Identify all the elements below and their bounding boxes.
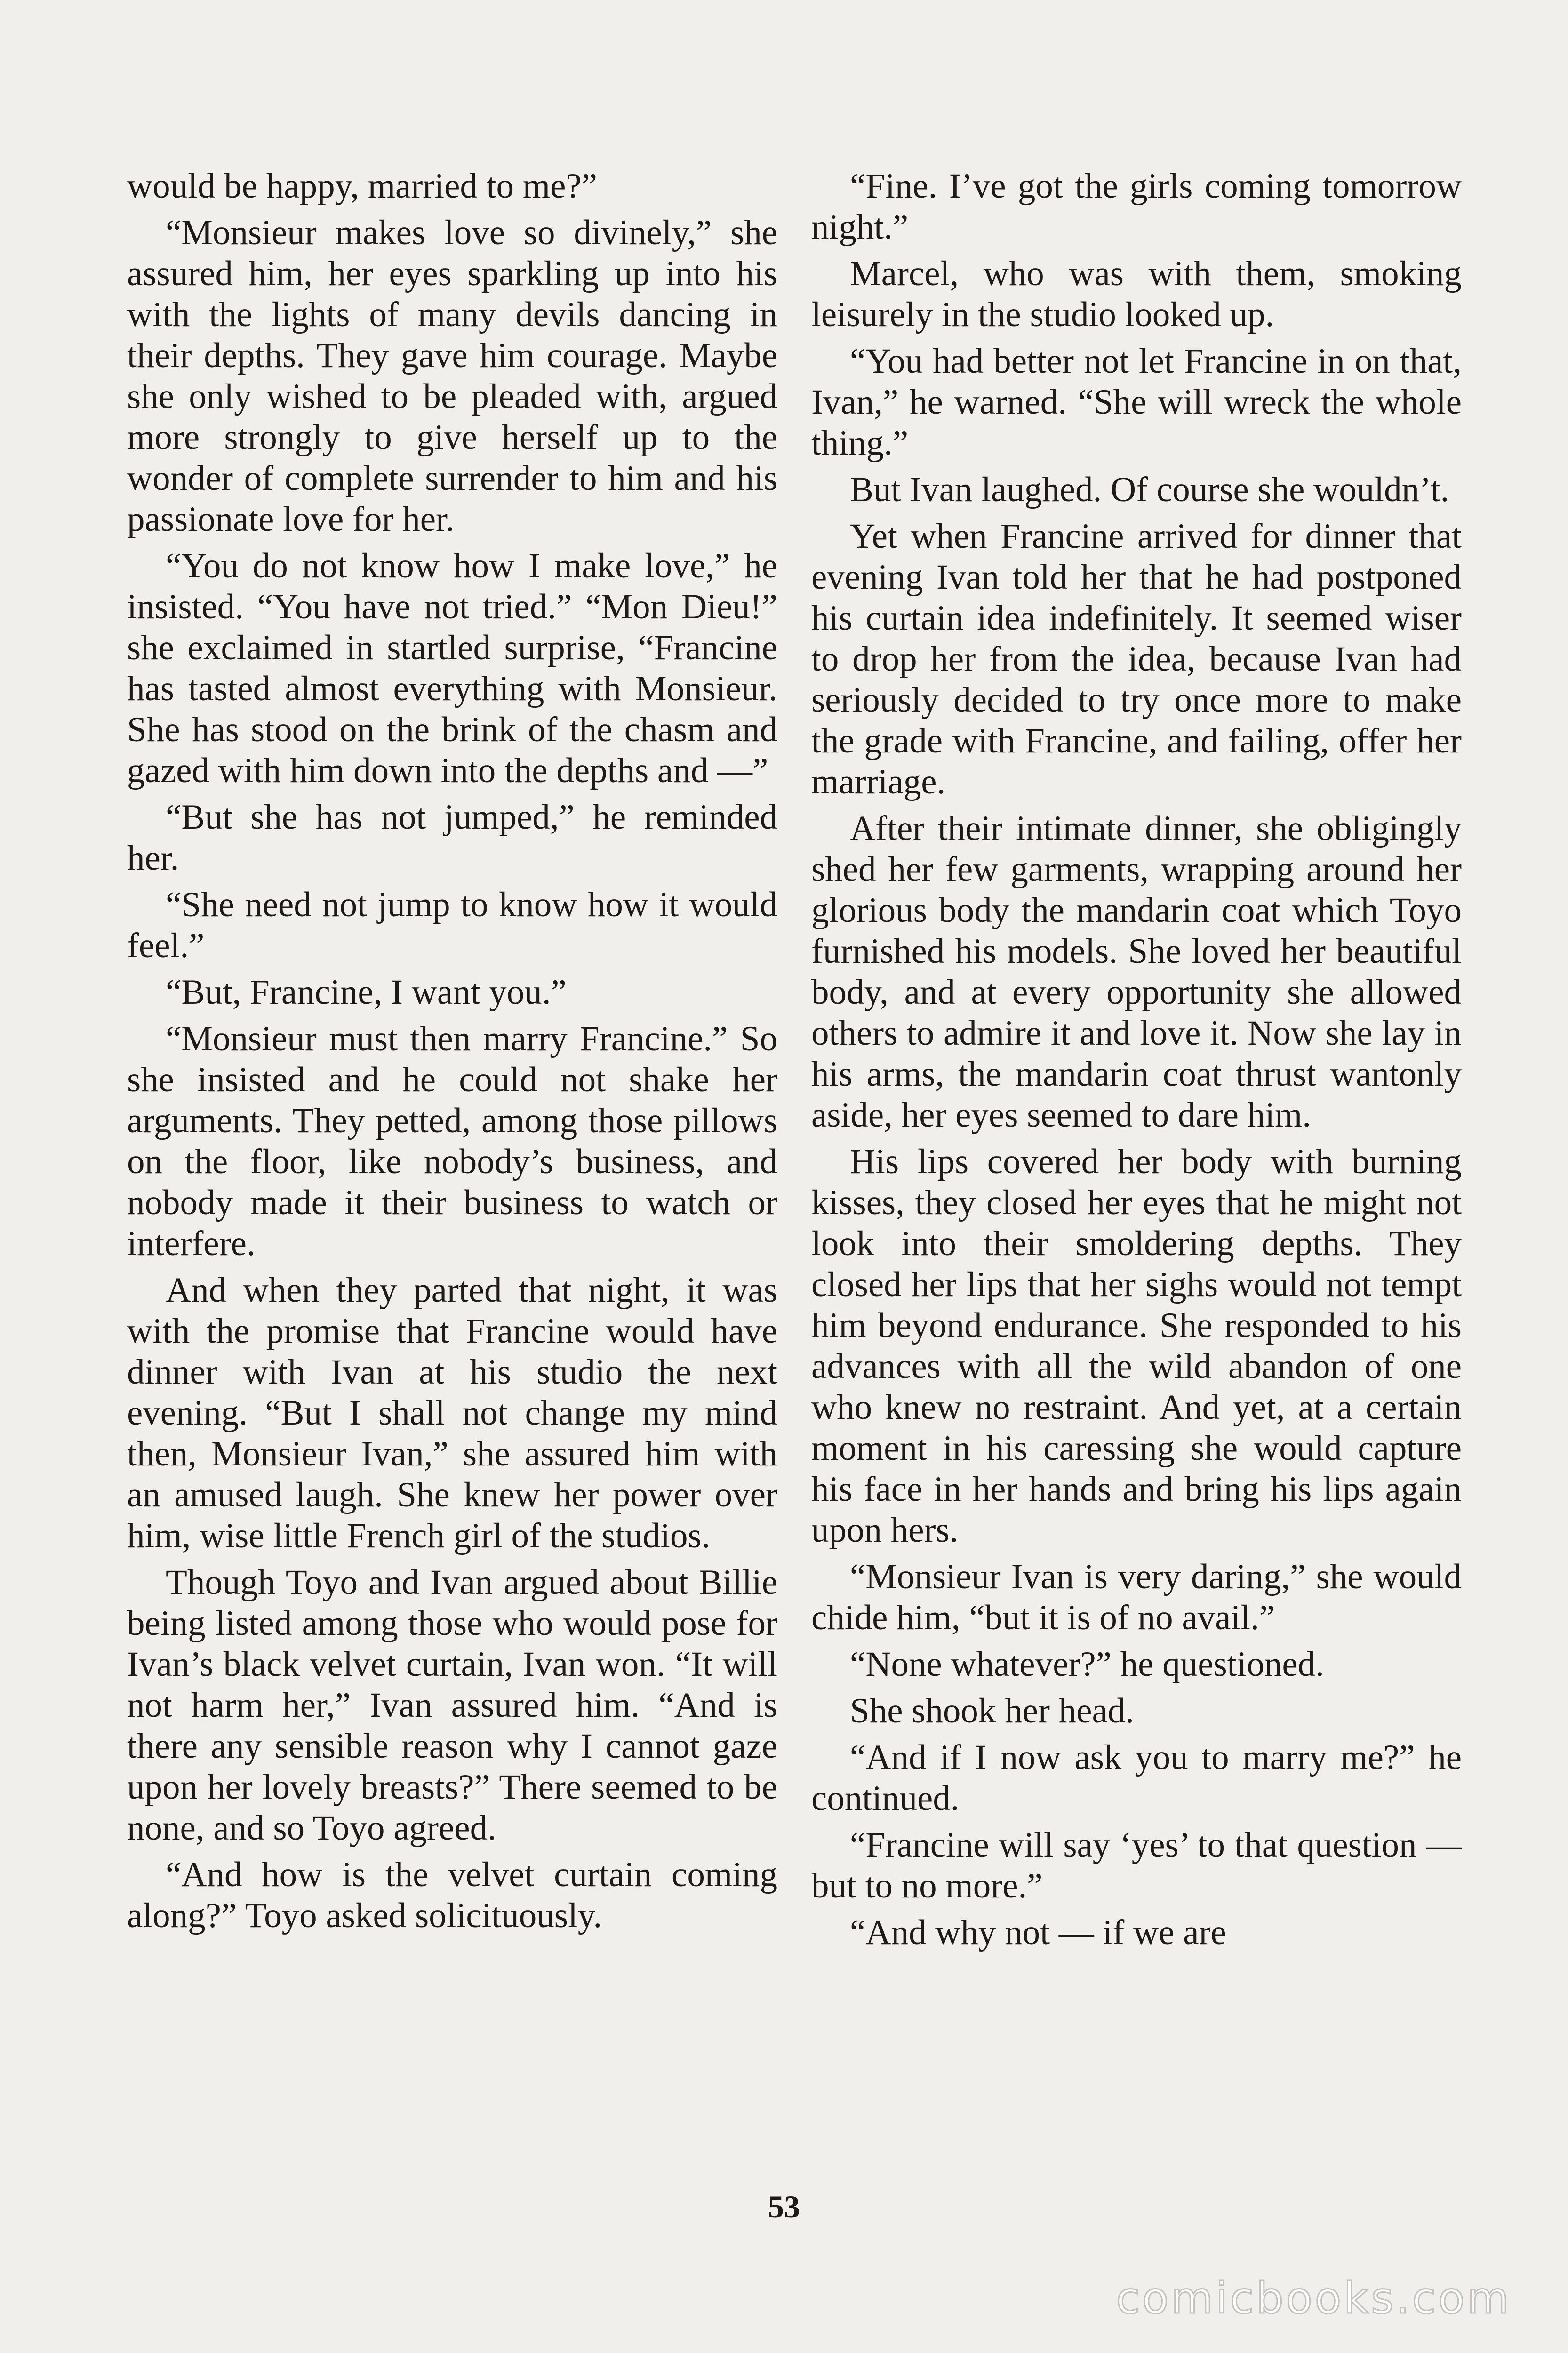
paragraph: After their intimate dinner, she obligingly shed her few garments, wrapping around her glorious body the mandarin coat which Toyo furnished his models. She loved her beautiful body, and at every opportunity she allowed others to admire it and love it. Now she lay in his arms, the mandarin coat thrust wantonly aside, her eyes seemed to dare him.: [811, 809, 1462, 1135]
paragraph: Yet when Francine arrived for dinner that evening Ivan told her that he had postponed his curtain idea indefinitely. It seemed wiser to drop her from the idea, because Ivan had seriously decided to try once more to make the grade with Francine, and failing, offer her marriage.: [811, 517, 1462, 801]
paragraph: would be happy, married to me?”: [127, 167, 597, 206]
site-watermark: comicbooks.com: [1116, 2273, 1512, 2323]
paragraph: “Monsieur must then marry Francine.” So she insisted and he could not shake her arguments. They petted, among those pillows on the floor, like nobody’s business, and nobody made it their business to watch or interfere.: [127, 1019, 777, 1263]
paragraph: “And why not — if we are: [850, 1913, 1226, 1952]
paragraph: “But she has not jumped,” he reminded her.: [127, 798, 777, 878]
paragraph: “Francine will say ‘yes’ to that question — but to no more.”: [811, 1825, 1462, 1905]
paragraph: But Ivan laughed. Of course she wouldn’t.: [850, 470, 1449, 509]
paragraph: “She need not jump to know how it would feel.”: [127, 885, 777, 965]
paragraph: “And how is the velvet curtain coming along?” Toyo asked solicituously.: [127, 1855, 777, 1935]
text-column-left: [127, 166, 777, 1942]
paragraph: “None whatever?” he questioned.: [850, 1645, 1324, 1684]
paragraph: And when they parted that night, it was with the promise that Francine would have dinner with Ivan at his studio the next evening. “But I shall not change my mind then, Monsieur Ivan,” she assured him with an amused laugh. She knew her power over him, wise little French girl of the studios.: [127, 1271, 777, 1555]
paragraph: “Fine. I’ve got the girls coming tomorrow night.”: [811, 167, 1462, 247]
paragraph: “You had better not let Francine in on that, Ivan,” he warned. “She will wreck the whole thing.”: [811, 342, 1462, 463]
paragraph: “Monsieur Ivan is very daring,” she would chide him, “but it is of no avail.”: [811, 1557, 1462, 1637]
paragraph: Though Toyo and Ivan argued about Billie being listed among those who would pose for Ivan’s black velvet curtain, Ivan won. “It will not harm her,” Ivan assured him. “And is there any sensible reason why I cannot gaze upon her lovely breasts?” There seemed to be none, and so Toyo agreed.: [127, 1563, 777, 1848]
text-column-right: [811, 166, 1462, 1959]
paragraph: “But, Francine, I want you.”: [166, 973, 567, 1012]
page-number: 53: [768, 2189, 800, 2225]
paragraph: “Monsieur makes love so divinely,” she assured him, her eyes sparkling up into his with the lights of many devils dancing in their depths. They gave him courage. Maybe she only wished to be pleaded with, argued more strongly to give herself up to the wonder of complete surrender to him and his passionate love for her.: [127, 213, 777, 539]
paragraph: She shook her head.: [850, 1691, 1135, 1730]
paragraph: Marcel, who was with them, smoking leisurely in the studio looked up.: [811, 254, 1462, 334]
paragraph: His lips covered her body with burning kisses, they closed her eyes that he might not look into their smoldering depths. They closed her lips that her sighs would not tempt him beyond endurance. She responded to his advances with all the wild abandon of one who knew no restraint. And yet, at a certain moment in his caressing she would capture his face in her hands and bring his lips again upon hers.: [811, 1142, 1462, 1550]
paragraph: “You do not know how I make love,” he insisted. “You have not tried.” “Mon Dieu!” she exclaimed in startled surprise, “Francine has tasted almost everything with Monsieur. She has stood on the brink of the chasm and gazed with him down into the depths and —”: [127, 546, 777, 790]
paragraph: “And if I now ask you to marry me?” he continued.: [811, 1738, 1462, 1818]
